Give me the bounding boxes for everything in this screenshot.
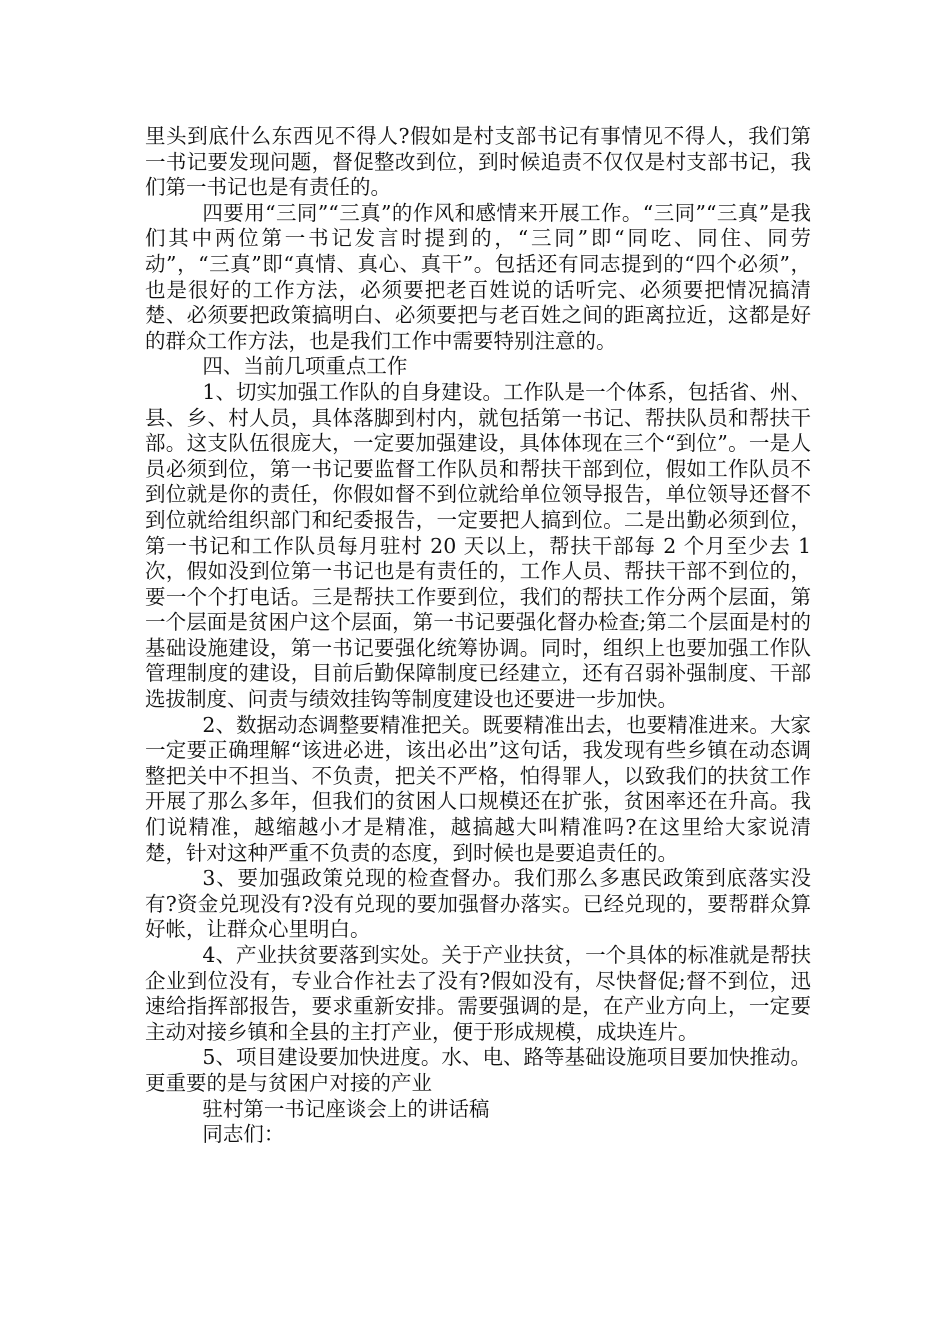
section-heading: 四、当前几项重点工作 (202, 354, 408, 379)
paragraph-item-5: 5、项目建设要加快进度。水、电、路等基础设施项目要加快推动。更重要的是与贫困户对接的产业 (145, 1045, 811, 1095)
paragraph-item-4: 4、产业扶贫要落到实处。关于产业扶贫，一个具体的标准就是帮扶企业到位没有，专业合作社去了没有?假如没有，尽快督促;督不到位，迅速给指挥部报告，要求重新安排。需要强调的是，在产业方向上，一定要主动对接乡镇和全县的主打产业，便于形成规模，成块连片。 (145, 943, 811, 1044)
paragraph-2: 四要用“三同”“三真”的作风和感情来开展工作。“三同”“三真”是我们其中两位第一书记发言时提到的，“三同”即“同吃、同住、同劳动”，“三真”即“真情、真心、真干”。包括还有同志提到的“四个必须”，也是很好的工作方法，必须要把老百姓说的话听完、必须要把情况搞清楚、必须要把政策搞明白、必须要把与老百姓之间的距离拉近，这都是好的群众工作方法，也是我们工作中需要特别注意的。 (145, 200, 811, 353)
paragraph-1: 里头到底什么东西见不得人?假如是村支部书记有事情见不得人，我们第一书记要发现问题，督促整改到位，到时候追责不仅仅是村支部书记，我们第一书记也是有责任的。 (145, 124, 811, 200)
speech-title: 驻村第一书记座谈会上的讲话稿 (202, 1096, 490, 1121)
document-body (145, 124, 811, 1148)
paragraph-item-2: 2、数据动态调整要精准把关。既要精准出去，也要精准进来。大家一定要正确理解“该进必进，该出必出”这句话，我发现有些乡镇在动态调整把关中不担当、不负责，把关不严格，怕得罪人，以致我们的扶贫工作开展了那么多年，但我们的贫困人口规模还在扩张，贫困率还在升高。我们说精准，越缩越小才是精准，越搞越大叫精准吗?在这里给大家说清楚，针对这种严重不负责的态度，到时候也是要追责任的。 (145, 712, 811, 865)
paragraph-item-3: 3、要加强政策兑现的检查督办。我们那么多惠民政策到底落实没有?资金兑现没有?没有兑现的要加强督办落实。已经兑现的，要帮群众算好帐，让群众心里明白。 (145, 866, 811, 942)
paragraph-item-1: 1、切实加强工作队的自身建设。工作队是一个体系，包括省、州、县、乡、村人员，具体落脚到村内，就包括第一书记、帮扶队员和帮扶干部。这支队伍很庞大，一定要加强建设，具体体现在三个“到位”。一是人员必须到位，第一书记要监督工作队员和帮扶干部到位，假如工作队员不到位就是你的责任，你假如督不到位就给单位领导报告，单位领导还督不到位就给组织部门和纪委报告，一定要把人搞到位。二是出勤必须到位，第一书记和工作队员每月驻村 20 天以上，帮扶干部每 2 个月至少去 1 次，假如没到位第一书记也是有责任的，工作人员、帮扶干部不到位的，要一个个打电话。三是帮扶工作要到位，我们的帮扶工作分两个层面，第一个层面是贫困户这个层面，第一书记要强化督办检查;第二个层面是村的基础设施建设，第一书记要强化统筹协调。同时，组织上也要加强工作队管理制度的建设，目前后勤保障制度已经建立，还有召弱补强制度、干部选拔制度、问责与绩效挂钩等制度建设也还要进一步加快。 (145, 379, 811, 712)
salutation: 同志们： (202, 1122, 285, 1147)
